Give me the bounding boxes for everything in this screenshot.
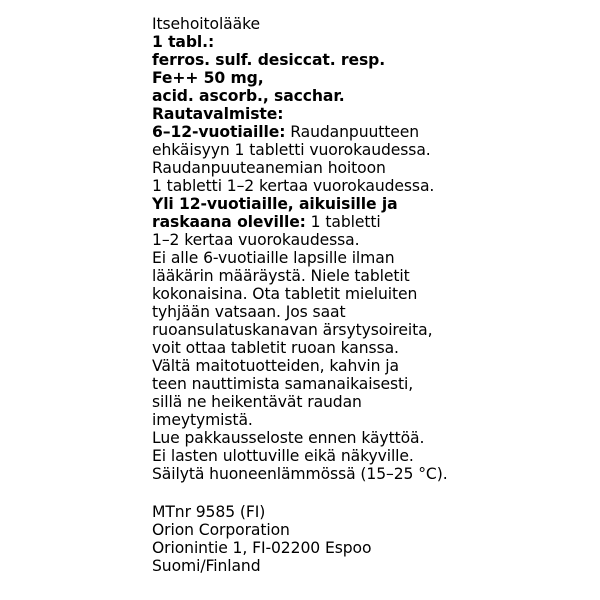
instruction-line: ruoansulatuskanavan ärsytysoireita, <box>152 321 433 339</box>
dosage-children-line <box>152 123 592 141</box>
manufacturer-address: Orionintie 1, FI-02200 Espoo <box>152 539 372 557</box>
dose-unit: 1 tabl.: <box>152 33 215 51</box>
dosage-line: 1 tabletti 1–2 kertaa vuorokaudessa. <box>152 177 435 195</box>
manufacturer-country: Suomi/Finland <box>152 557 261 575</box>
package-label-text <box>152 15 592 575</box>
instruction-line: teen nauttimista samanaikaisesti, <box>152 375 414 393</box>
instruction-line: tyhjään vatsaan. Jos saat <box>152 303 346 321</box>
instruction-line: kokonaisina. Ota tabletit mieluiten <box>152 285 418 303</box>
instruction-line: lääkärin määräystä. Niele tabletit <box>152 267 410 285</box>
dosage-children-label: 6–12-vuotiaille: <box>152 123 286 141</box>
section-spacer <box>152 483 592 503</box>
dosage-adults-label: Yli 12-vuotiaille, aikuisille ja <box>152 195 398 213</box>
composition-line: ferros. sulf. desiccat. resp. <box>152 51 386 69</box>
instruction-line: imeytymistä. <box>152 411 253 429</box>
instruction-line: 1–2 kertaa vuorokaudessa. <box>152 231 360 249</box>
instruction-line: Ei lasten ulottuville eikä näkyville. <box>152 447 414 465</box>
instruction-line: Säilytä huoneenlämmössä (15–25 °C). <box>152 465 448 483</box>
instruction-line: voit ottaa tabletit ruoan kanssa. <box>152 339 399 357</box>
marketing-authorisation-number: MTnr 9585 (FI) <box>152 503 266 521</box>
dosage-children-text: Raudanpuutteen <box>285 123 420 141</box>
dosage-adults-text: 1 tabletti <box>305 213 381 231</box>
instruction-line: sillä ne heikentävät raudan <box>152 393 362 411</box>
dosage-line: Raudanpuuteanemian hoitoon <box>152 159 386 177</box>
dosage-line: ehkäisyyn 1 tabletti vuorokaudessa. <box>152 141 431 159</box>
instruction-line: Vältä maitotuotteiden, kahvin ja <box>152 357 399 375</box>
instruction-line: Ei alle 6-vuotiaille lapsille ilman <box>152 249 395 267</box>
dosage-adults-label: raskaana oleville: <box>152 213 306 231</box>
composition-line: acid. ascorb., sacchar. <box>152 87 345 105</box>
product-category: Itsehoitolääke <box>152 15 260 33</box>
manufacturer-name: Orion Corporation <box>152 521 290 539</box>
dosage-adults-line <box>152 213 592 231</box>
product-type: Rautavalmiste: <box>152 105 284 123</box>
composition-line: Fe++ 50 mg, <box>152 69 264 87</box>
instruction-line: Lue pakkausseloste ennen käyttöä. <box>152 429 425 447</box>
